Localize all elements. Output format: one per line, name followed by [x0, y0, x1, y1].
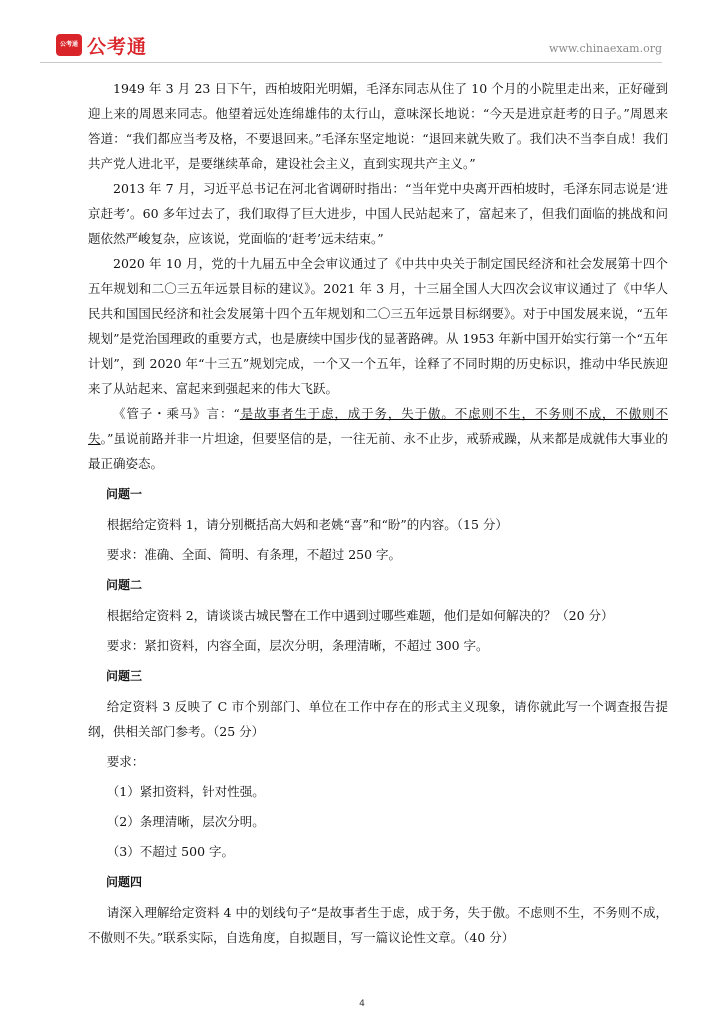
quote-prefix: 《管子・乘马》言：“ [113, 406, 240, 421]
question-1-title: 问题一 [106, 487, 143, 501]
underlined-quote: 是故事者生于虑，成于务，失于傲。不虑则不生，不务则不成，不傲则不失 [88, 406, 668, 446]
question-3-requirement-1: （1）紧扣资料，针对性强。 [106, 784, 265, 799]
quote-suffix: 。”虽说前路并非一片坦途，但要坚信的是，一往无前、永不止步，戒骄戒躁，从来都是成就伟大事业的最正确姿态。 [88, 431, 668, 471]
question-2-requirement: 要求：紧扣资料，内容全面，层次分明，条理清晰，不超过 300 字。 [106, 638, 489, 653]
question-3-requirement-3: （3）不超过 500 字。 [106, 844, 235, 859]
question-1-prompt: 根据给定资料 1，请分别概括高大妈和老姚“喜”和“盼”的内容。（15 分） [106, 517, 508, 532]
question-3-title: 问题三 [106, 669, 143, 683]
question-4-title: 问题四 [106, 875, 143, 889]
question-1-requirement: 要求：准确、全面、简明、有条理，不超过 250 字。 [106, 547, 402, 562]
page-number: 4 [359, 999, 365, 1009]
paragraph-3: 2020 年 10 月，党的十九届五中全会审议通过了《中共中央关于制定国民经济和社会发展第十四个五年规划和二〇三五年远景目标的建议》。2021 年 3 月，十三届全国人大四次会议审议通过了《中华人民共和国国民经济和社会发展第十四个五年规划和二〇三五年远景目标纲要》。对于中国发展来说，“五年规划”是党治国理政的重要方式，也是赓续中国步伐的显著路碑。从 1953 年新中国开始实行第一个“五年计划”，到 2020 年“十三五”规划完成，一个又一个五年，诠释了不同时期的历史标识，推动中华民族迎来了从站起来、富起来到强起来的伟大飞跃。 [88, 256, 668, 396]
question-4-prompt: 请深入理解给定资料 4 中的划线句子“是故事者生于虑，成于务，失于傲。不虑则不生，不务则不成，不傲则不失。”联系实际，自选角度，自拟题目，写一篇议论性文章。（40 分） [88, 905, 668, 945]
quote-paragraph [88, 401, 668, 476]
paragraph-2: 2013 年 7 月，习近平总书记在河北省调研时指出：“当年党中央离开西柏坡时，毛泽东同志说是‘进京赶考’。60 多年过去了，我们取得了巨大进步，中国人民站起来了，富起来了，但我们面临的挑战和问题依然严峻复杂，应该说，党面临的‘赶考’远未结束。” [88, 181, 668, 246]
logo-text[interactable]: 公考通 [87, 36, 148, 58]
question-2-prompt: 根据给定资料 2，请谈谈古城民警在工作中遇到过哪些难题，他们是如何解决的？（20 分） [106, 608, 614, 623]
site-url[interactable]: www.chinaexam.org [549, 42, 662, 55]
question-3-prompt: 给定资料 3 反映了 C 市个别部门、单位在工作中存在的形式主义现象，请你就此写一个调查报告提纲，供相关部门参考。（25 分） [88, 699, 668, 739]
paragraph-1: 1949 年 3 月 23 日下午，西柏坡阳光明媚，毛泽东同志从住了 10 个月的小院里走出来，正好碰到迎上来的周恩来同志。他望着远处连绵雄伟的太行山，意味深长地说：“今天是进京赶考的日子。”周恩来答道：“我们都应当考及格，不要退回来。”毛泽东坚定地说：“退回来就失败了。我们决不当李自成！我们共产党人进北平，是要继续革命，建设社会主义，直到实现共产主义。” [88, 81, 668, 171]
document-body [88, 76, 668, 950]
page-header [40, 30, 662, 63]
logo-badge[interactable]: 公考通 [56, 34, 82, 56]
question-3-requirement-2: （2）条理清晰，层次分明。 [106, 814, 265, 829]
question-2-title: 问题二 [106, 578, 143, 592]
question-3-requirement-label: 要求： [106, 754, 145, 769]
